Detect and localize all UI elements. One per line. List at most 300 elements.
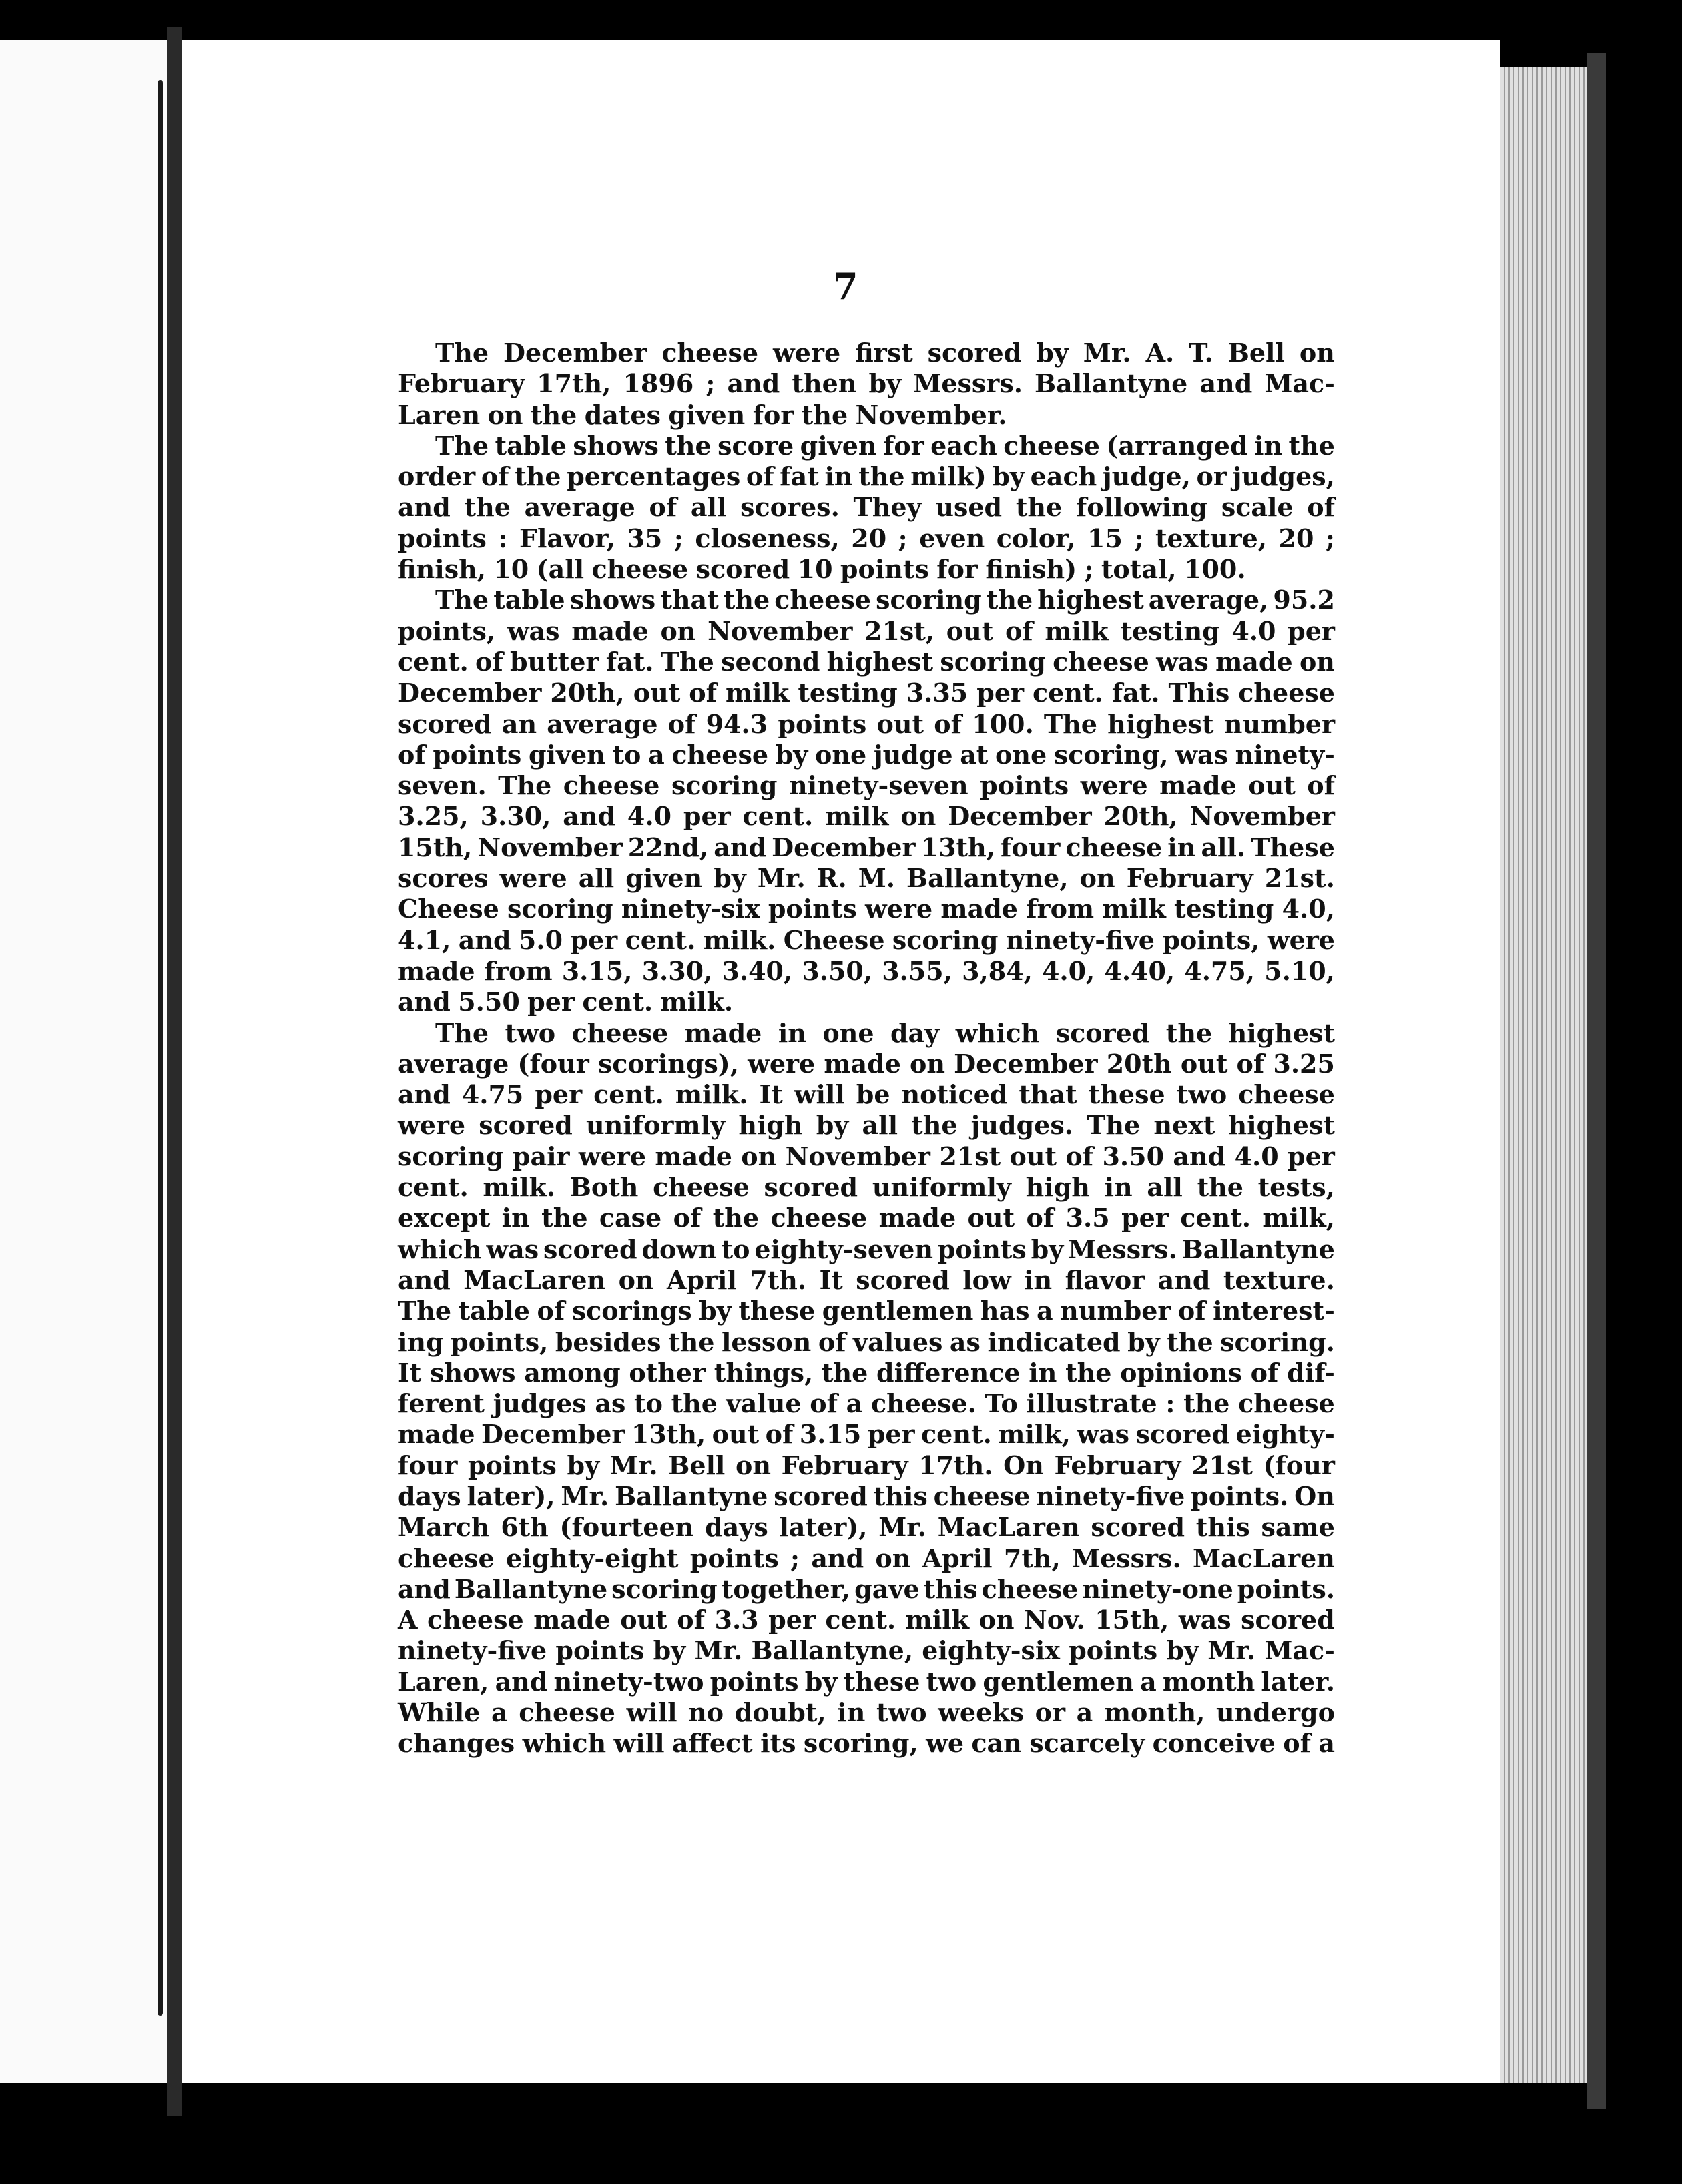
word: later), [467,1480,555,1511]
word: Messrs. [913,368,1023,399]
word: 35 [627,523,663,553]
word: 20th, [1103,801,1178,832]
word: ninety-five [398,1635,547,1666]
word: order [398,461,476,492]
word: number [1223,708,1335,739]
text-line [398,1296,1335,1326]
word: Bell [1227,338,1285,368]
word: out [876,708,924,739]
word: This [1168,677,1230,708]
text-line [398,461,1335,492]
word: scored [927,338,1022,368]
word: the [986,585,1033,615]
word: out [967,1203,1015,1234]
text-line [398,431,1335,461]
word: a [648,739,665,770]
word: out [712,1419,760,1450]
word: 21st [1191,1450,1253,1480]
word: down [641,1234,717,1264]
left-page-margin-line [158,80,163,2016]
word: on [1079,863,1115,894]
word: all [578,863,615,894]
word: scoring [398,1141,504,1171]
word: this [923,1573,978,1604]
word: a [1037,1296,1053,1326]
word: or [1035,1697,1065,1728]
word: April [922,1543,993,1573]
word: scored [1135,1419,1230,1450]
word: Ballantyne, [906,863,1069,894]
word: R. [816,863,847,894]
text-line [398,1574,1335,1605]
word: Cheese [783,924,885,955]
word: one [995,739,1047,770]
word: A. [1145,338,1175,368]
word: ; [1134,523,1144,553]
word: (all [536,554,585,585]
word: cheese [1238,1079,1335,1110]
word: 4.1, [398,924,451,955]
word: all [690,492,727,523]
word: cent. [921,1419,992,1450]
word: cheese. [870,1388,976,1419]
word: (four [517,1048,589,1079]
word: November [477,832,623,862]
word: other [629,1357,706,1388]
word: the [1165,1017,1213,1048]
word: the [911,1110,958,1141]
word: doubt, [734,1697,826,1728]
word: MacLaren [937,1512,1080,1543]
text-line [398,987,1335,1017]
word: on [900,801,936,832]
word: A [398,1605,418,1635]
word: 10 [493,554,529,585]
word: finish, [398,554,486,585]
text-line [398,863,1335,894]
word: of [1005,615,1033,646]
word: in [1029,1357,1057,1388]
word: for [936,554,978,585]
word: by [1036,338,1069,368]
word: cheese [1065,832,1163,862]
word: each [1030,461,1097,492]
word: seven. [398,770,487,801]
word: the [723,585,770,615]
word: of [1236,1048,1265,1079]
text-line [398,925,1335,956]
word: scoring, [803,1728,918,1759]
word: made [1159,770,1237,801]
word: of [475,646,503,677]
word: average [398,1048,509,1079]
word: the [541,1203,588,1234]
word: 4.75, [1184,955,1255,986]
word: made [398,1419,475,1450]
word: Laren [398,399,481,430]
word: cent. [1180,1203,1251,1234]
word: To [985,1388,1018,1419]
word: MacLaren [1192,1543,1335,1573]
word: scored [1241,1605,1335,1635]
word: February [1054,1450,1181,1480]
word: 20th, [550,677,625,708]
word: 4.75 [461,1079,524,1110]
word: milk) [910,461,987,492]
word: milk. [703,924,776,955]
text-line [398,709,1335,740]
word: Mr. [609,1450,658,1480]
text-line [398,1667,1335,1697]
word: in [501,1203,530,1234]
word: per [1288,1141,1335,1171]
word: and [563,801,616,832]
word: 3.30, [480,801,551,832]
word: by [714,863,746,894]
word: 3.5 [1065,1203,1110,1234]
word: among [524,1357,621,1388]
word: total, [1101,554,1177,585]
word: 13th, [631,1419,706,1450]
word: 6th [501,1512,549,1543]
word: 94.3 [706,708,768,739]
word: 3.55, [882,955,952,986]
word: to [634,1388,663,1419]
word: 4.0, [1282,894,1335,924]
left-page-edge [0,40,167,2083]
word: by [816,1110,849,1141]
word: cent. [593,1079,664,1110]
word: even [919,523,985,553]
word: by [653,1635,686,1666]
word: weeks [938,1697,1024,1728]
text-line [398,1697,1335,1728]
word: the [515,461,561,492]
word: cheese [661,338,759,368]
word: per [867,1419,915,1450]
word: scored [1055,1017,1150,1048]
word: made [684,1017,762,1048]
word: month [1162,1666,1255,1697]
text-line [398,554,1335,585]
word: difference [876,1357,1021,1388]
word: on [660,615,696,646]
word: points, [398,615,496,646]
word: we [926,1728,964,1759]
word: Mr. [561,1480,609,1511]
word: 20th [1106,1048,1172,1079]
word: milk, [998,1419,1071,1450]
word: February [1126,863,1253,894]
word: The [1087,1110,1141,1141]
word: as [595,1388,626,1419]
word: highest [826,646,934,677]
word: 100. [972,708,1034,739]
word: average [524,492,635,523]
word: as [949,1326,980,1357]
word: scoring [892,924,999,955]
word: all [1147,1172,1183,1203]
word: of [1177,1296,1206,1326]
word: things, [714,1357,814,1388]
word: out [633,677,681,708]
word: Ballantyne, [751,1635,914,1666]
text-line [398,1481,1335,1512]
word: were [865,894,933,924]
word: of [649,492,677,523]
word: this [1195,1512,1250,1543]
word: points [1069,1635,1158,1666]
word: made [571,615,649,646]
word: given [528,739,605,770]
text-line [398,1234,1335,1265]
word: April [666,1264,737,1295]
word: scores [398,863,489,894]
word: November [785,1141,930,1171]
word: noticed [901,1079,1008,1110]
word: scoring [876,585,982,615]
text-line [398,368,1335,399]
word: a [1076,1697,1093,1728]
word: highest [1228,1110,1335,1141]
word: flavor [1065,1264,1145,1295]
word: milk. [483,1172,556,1203]
word: December [503,338,647,368]
word: points. [1191,1480,1289,1511]
word: cent. [1033,677,1103,708]
word: milk [825,801,889,832]
word: 17th, [537,368,611,399]
word: shows [569,585,656,615]
word: highest [1228,1017,1335,1048]
word: November [1189,801,1335,832]
text-line [398,1450,1335,1481]
word: judges. [970,1110,1073,1141]
word: 20 [1278,523,1314,553]
word: milk [1102,894,1166,924]
word: cent. [398,1172,469,1203]
word: of [537,1296,565,1326]
word: 15th, [398,832,473,862]
word: Both [569,1172,639,1203]
word: out [1180,1048,1228,1079]
word: to [721,1234,750,1264]
word: month, [1103,1697,1205,1728]
word: was [507,615,560,646]
word: the [1167,1326,1213,1357]
word: uniformly [872,1172,1011,1203]
word: points [555,1635,645,1666]
word: testing [1120,615,1220,646]
word: were [1267,924,1335,955]
word: and [398,987,451,1017]
text-line [398,1110,1335,1141]
text-line [398,1141,1335,1172]
word: number [1060,1296,1171,1326]
word: scored [479,1110,573,1141]
word: 3,84, [962,955,1033,986]
text-line [398,740,1335,770]
word: fat. [605,646,654,677]
word: 17th. [918,1450,993,1480]
word: 4.0 [1231,615,1276,646]
word: March [398,1512,490,1543]
body-text [398,338,1335,1759]
word: next [1153,1110,1215,1141]
word: first [855,338,913,368]
word: the [712,1203,760,1234]
word: that [660,585,719,615]
word: judge [873,739,953,770]
word: ninety-one [1082,1573,1233,1604]
text-line [398,585,1335,615]
text-line [398,1079,1335,1110]
word: that [1019,1079,1077,1110]
word: milk. [675,1079,748,1110]
word: scored [695,554,790,585]
word: scorings), [597,1048,739,1079]
word: these [1088,1079,1165,1110]
word: milk. [660,987,734,1017]
word: by [1166,1635,1199,1666]
word: were [499,863,567,894]
word: made [878,1203,956,1234]
word: of [398,739,426,770]
word: December [772,832,916,862]
word: milk [905,1605,970,1635]
word: (arranged [1106,430,1248,461]
word: later), [779,1512,868,1543]
word: ferent [398,1388,485,1419]
word: from [1026,894,1095,924]
word: cheese [571,1017,669,1048]
word: The [435,430,489,461]
word: 21st. [1264,863,1335,894]
word: 5.50 [458,987,520,1017]
word: score [718,430,794,461]
word: of [746,461,774,492]
word: all [862,1110,898,1141]
word: for [882,430,924,461]
word: cheese [427,1605,524,1635]
word: of [667,708,696,739]
word: 22nd, [627,832,709,862]
word: Mac- [1264,368,1335,399]
word: were [398,1110,466,1141]
word: out [1248,770,1296,801]
word: The [435,338,489,368]
word: points, [451,1326,549,1357]
word: cheese [1238,1388,1335,1419]
word: ; [706,368,716,399]
word: judge, [1102,461,1191,492]
word: November. [855,399,1007,430]
word: by [1127,1326,1160,1357]
word: and [1157,1264,1211,1295]
word: butter [509,646,599,677]
word: each [930,430,997,461]
word: made [940,894,1018,924]
word: February [398,368,525,399]
word: closeness, [695,523,840,553]
page-number: 7 [833,265,858,308]
word: made [824,1048,901,1079]
word: value [726,1388,802,1419]
word: table [495,430,567,461]
word: indicated [987,1326,1121,1357]
word: The [435,585,489,615]
word: ; [1084,554,1094,585]
word: scoring [940,646,1046,677]
word: of [1065,1141,1094,1171]
word: to [612,739,641,770]
word: eighty-seven [754,1234,933,1264]
word: per [683,801,731,832]
word: cheese [591,554,689,585]
word: : [1165,1388,1175,1419]
word: per [535,1079,583,1110]
word: 5.10, [1264,955,1335,986]
word: Messrs. [1072,1543,1181,1573]
word: shows [573,430,659,461]
word: Bell [668,1450,726,1480]
word: the [801,399,848,430]
word: It [759,1079,783,1110]
word: scale [1221,492,1294,523]
word: has [980,1296,1030,1326]
text-line [398,400,1335,431]
word: besides [555,1326,661,1357]
word: by [992,461,1025,492]
word: finish) [985,554,1077,585]
word: these [738,1296,816,1326]
word: of [1250,1357,1279,1388]
word: were [578,1141,646,1171]
word: on [741,1141,777,1171]
word: in [837,1697,866,1728]
word: the [1197,1172,1243,1203]
word: will [626,1697,677,1728]
word: case [599,1203,662,1234]
word: was [1077,1419,1130,1450]
word: points [398,523,487,553]
word: scoring [671,770,778,801]
word: of [481,461,509,492]
word: and [495,1666,548,1697]
word: on [875,1543,911,1573]
word: ninety- [1235,739,1335,770]
word: days [398,1480,461,1511]
word: of [934,708,962,739]
word: the [665,430,712,461]
word: scores. [740,492,840,523]
word: points [980,770,1069,801]
word: at [960,739,989,770]
word: 3.50 [1102,1141,1165,1171]
word: the [1065,1357,1112,1388]
word: scorings [571,1296,692,1326]
word: points [467,1450,557,1480]
word: of [677,1605,705,1635]
word: same [1261,1512,1335,1543]
word: illustrate [1026,1388,1157,1419]
word: Messrs. [1068,1234,1177,1264]
word: which [955,1017,1040,1048]
text-line [398,1419,1335,1450]
word: made [1215,646,1293,677]
text-line [398,677,1335,708]
word: 95.2 [1273,585,1335,615]
